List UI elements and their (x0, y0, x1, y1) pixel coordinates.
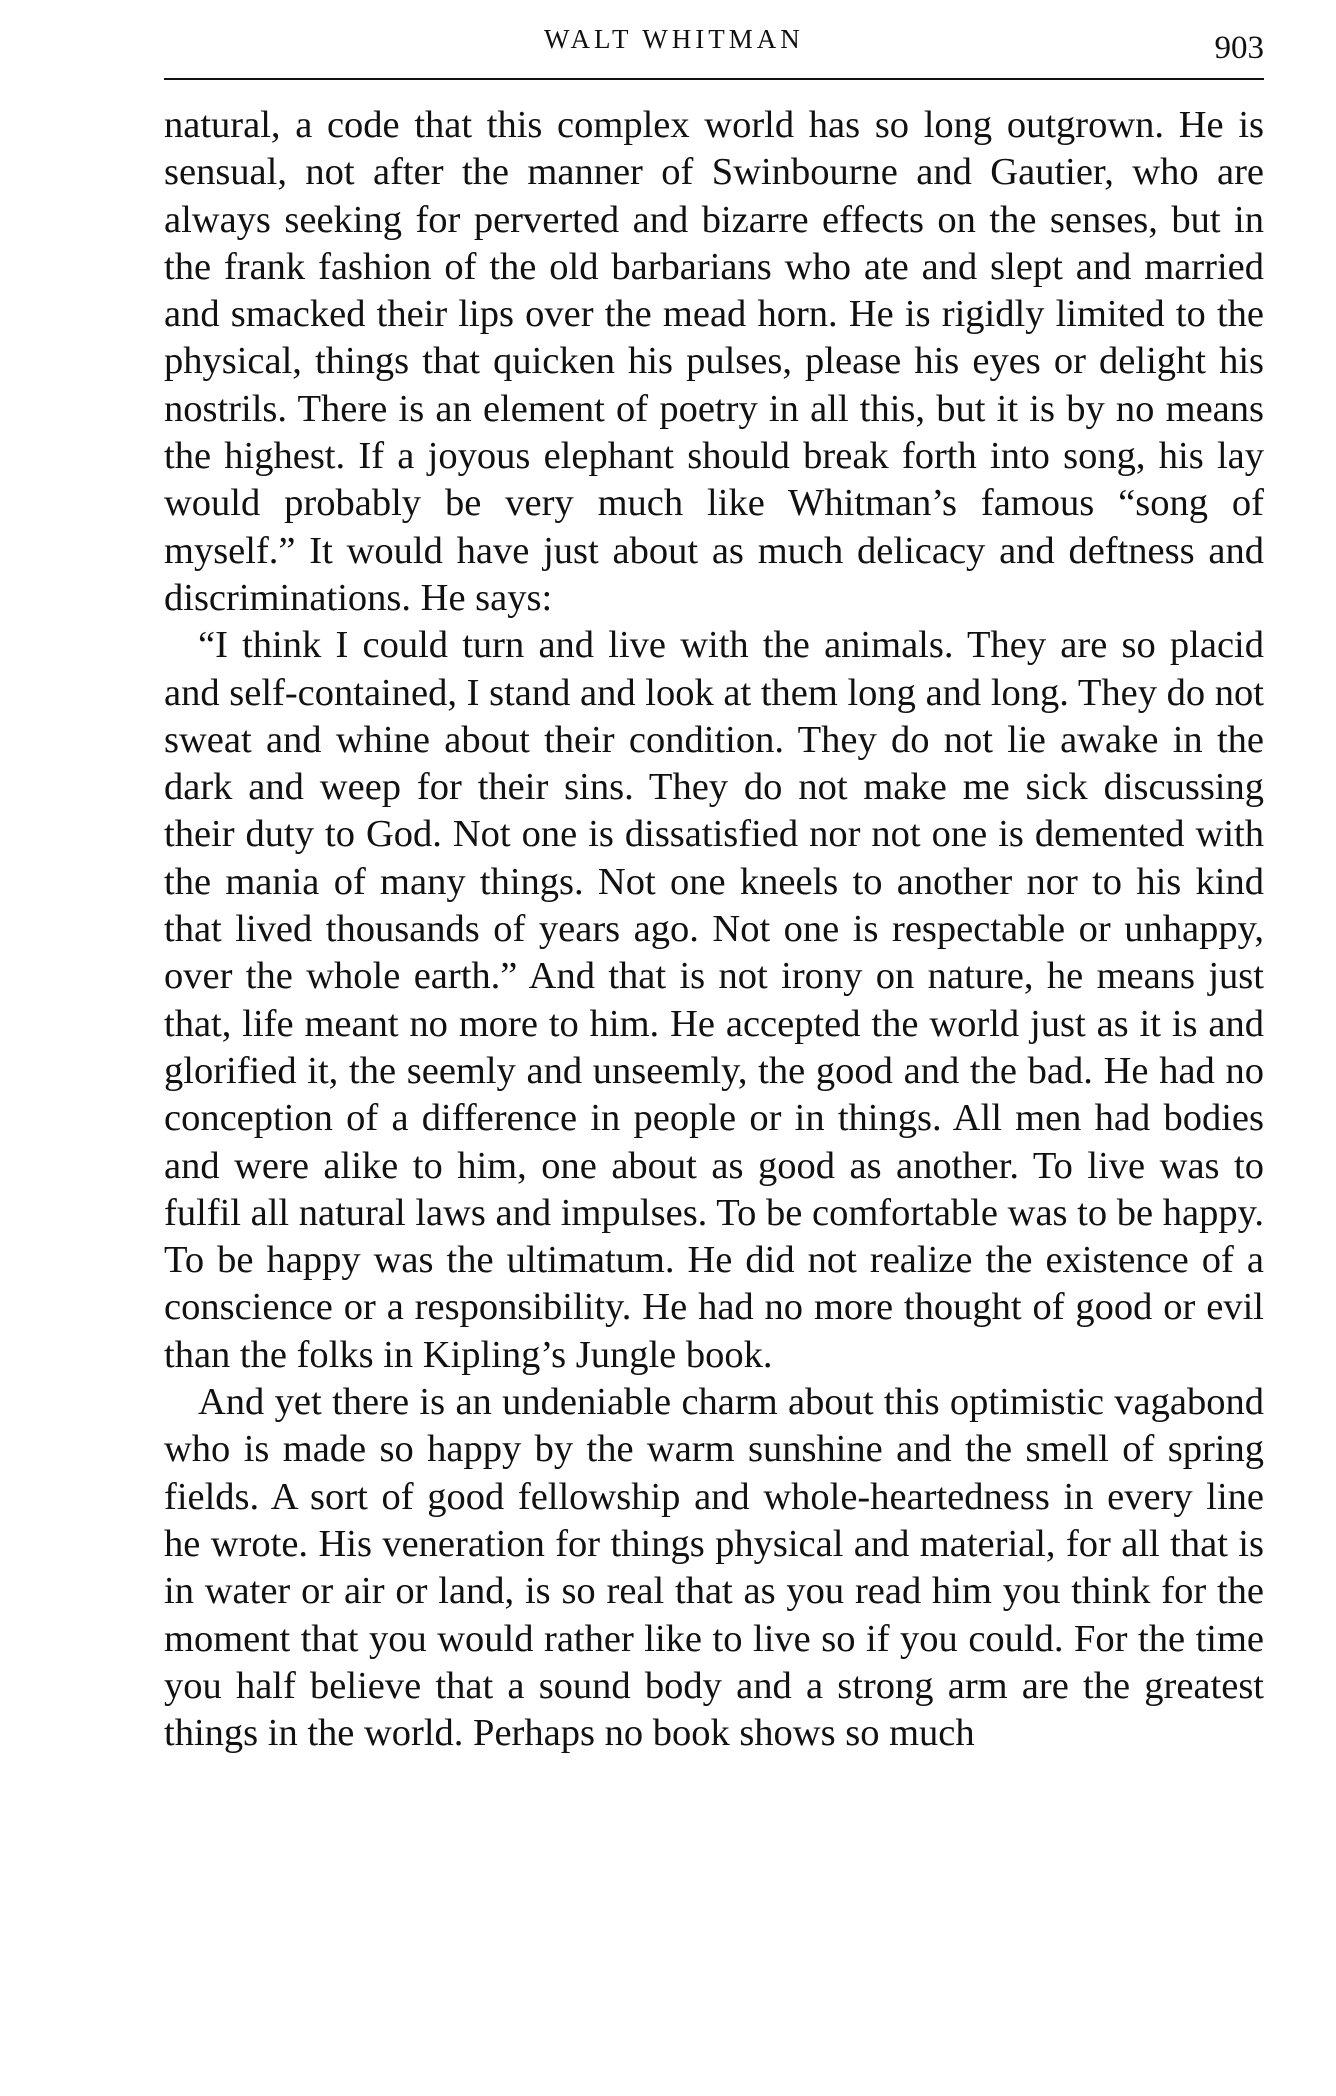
body-text (164, 102, 1264, 1757)
running-head (164, 20, 1264, 70)
book-page (164, 20, 1264, 1755)
page-number: 903 (1214, 30, 1264, 66)
header-rule (164, 78, 1264, 80)
paragraph-charm: And yet there is an undeniable charm about this optimistic vagabond who is made so happy by the warm sunshine and the smell of spring fields. A sort of good fellowship and whole-heartedness in every line he wrote. His veneration for things physical and material, for all that is in water or air or land, is so real that as you read him you think for the moment that you would rather like to live so if you could. For the time you half believe that a sound body and a strong arm are the greatest things in the world. Perhaps no book shows so much (164, 1381, 1264, 1755)
paragraph-quotation: “I think I could turn and live with the animals. They are so placid and self-contained, I stand and look at them long and long. They do not sweat and whine about their condition. They do not lie awake in the dark and weep for their sins. They do not make me sick discussing their duty to God. Not one is dissatisfied nor not one is demented with the mania of many things. Not one kneels to another nor to his kind that lived thousands of years ago. Not one is respectable or unhappy, over the whole earth.” And that is not irony on nature, he means just that, life meant no more to him. He accepted the world just as it is and glorified it, the seemly and unseemly, the good and the bad. He had no conception of a difference in people or in things. All men had bodies and were alike to him, one about as good as another. To live was to fulfil all natural laws and impulses. To be comfortable was to be happy. To be happy was the ultimatum. He did not realize the existence of a conscience or a responsibility. He had no more thought of good or evil than the folks in Kipling’s Jungle book. (164, 624, 1264, 1376)
running-head-title: WALT WHITMAN (544, 24, 804, 54)
paragraph-continued: natural, a code that this complex world has so long outgrown. He is sensual, not after the manner of Swinbourne and Gautier, who are always seeking for perverted and bizarre effects on the senses, but in the frank fashion of the old barbarians who ate and slept and married and smacked their lips over the mead horn. He is rigidly limited to the physical, things that quicken his pulses, please his eyes or delight his nostrils. There is an element of poetry in all this, but it is by no means the highest. If a joyous elephant should break forth into song, his lay would probably be very much like Whitman’s famous “song of myself.” It would have just about as much delicacy and deftness and discriminations. He says: (164, 104, 1264, 619)
